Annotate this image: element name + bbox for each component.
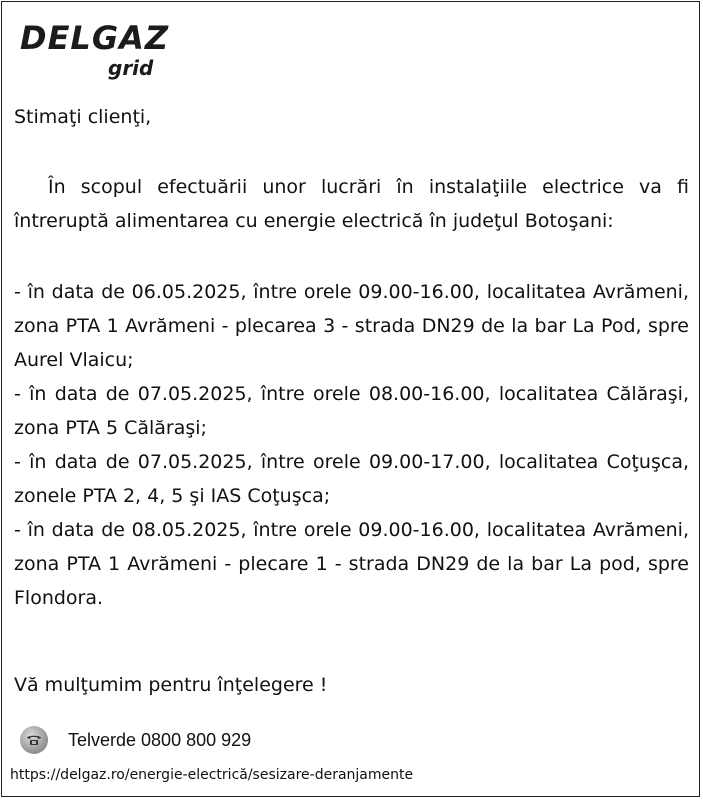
outage-item: - în data de 07.05.2025, între orele 09.00-17.00, localitatea Coţuşca, zonele PTA 2, 4, 5 şi IAS Coţuşca; [14, 451, 689, 507]
thanks-line: Vă mulţumim pentru înţelegere ! [14, 674, 328, 696]
outage-item: - în data de 08.05.2025, între orele 09.00-16.00, localitatea Avrămeni, zona PTA 1 Avrămeni - plecare 1 - strada DN29 de la bar La pod, spre Flondora. [14, 519, 689, 609]
outage-list [14, 275, 689, 615]
contact-row [20, 725, 251, 755]
delgaz-grid-logo [20, 18, 180, 80]
outage-item: - în data de 07.05.2025, între orele 08.00-16.00, localitatea Călăraşi, zona PTA 5 Călăraşi; [14, 383, 689, 439]
logo-main-text: DELGAZ [20, 19, 170, 57]
greeting: Stimaţi clienţi, [14, 106, 152, 128]
logo-sub-text: grid [108, 56, 154, 80]
intro-paragraph: În scopul efectuării unor lucrări în instalaţiile electrice va fi întreruptă alimentarea cu energie electrică în judeţul Botoşani: [14, 176, 689, 232]
report-url[interactable]: https://delgaz.ro/energie-electrică/sesizare-deranjamente [10, 767, 414, 783]
phone-icon [20, 726, 48, 754]
hotline-label: Telverde 0800 800 929 [68, 729, 252, 750]
outage-item: - în data de 06.05.2025, între orele 09.00-16.00, localitatea Avrămeni, zona PTA 1 Avrămeni - plecarea 3 - strada DN29 de la bar La Pod, spre Aurel Vlaicu; [14, 281, 689, 371]
